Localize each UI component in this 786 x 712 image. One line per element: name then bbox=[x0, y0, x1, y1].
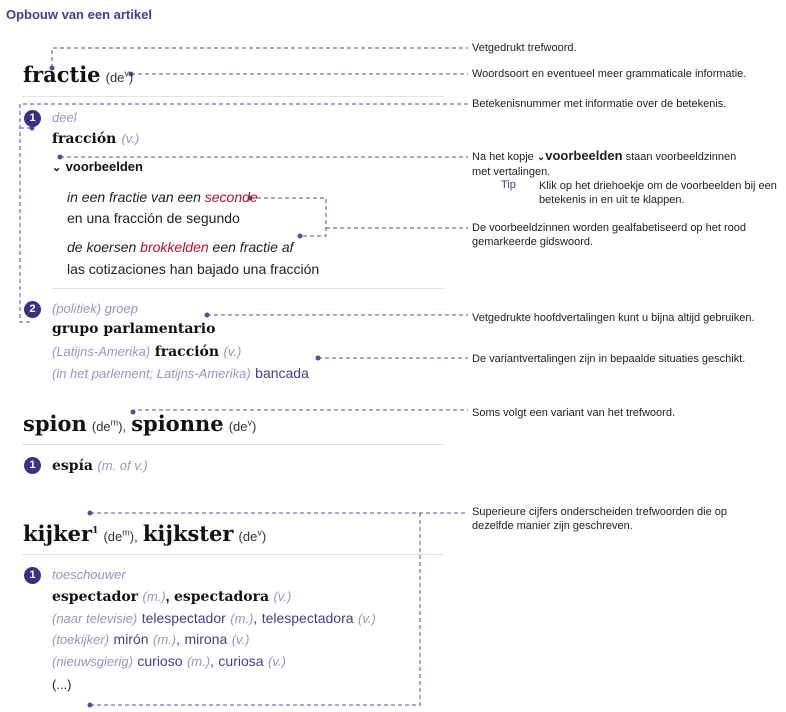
sense-label: toeschouwer bbox=[52, 567, 126, 582]
annotation-examples: Na het kopje ⌄voorbeelden staan voorbeeldzinnen met vertalingen. bbox=[472, 148, 737, 178]
sense-number: 2 bbox=[24, 301, 41, 318]
headword-variant: spionne bbox=[131, 411, 224, 436]
line-guide bbox=[250, 198, 326, 236]
divider bbox=[22, 96, 444, 97]
grammar-info: $(de^v)$ bbox=[105, 68, 134, 85]
variant-translation: (in het parlement; Latijns-Amerika) bancada bbox=[52, 365, 309, 381]
annotation-main-translations: Vetgedrukte hoofdvertalingen kunt u bijna altijd gebruiken. bbox=[472, 312, 755, 324]
tip-text: Klik op het driehoekje om de voorbeelden bij een betekenis in en uit te klappen. bbox=[539, 180, 777, 206]
page-title: Opbouw van een artikel bbox=[6, 7, 152, 22]
example-translation: en una fracción de segundo bbox=[67, 210, 240, 226]
example-translation: las cotizaciones han bajado una fracción bbox=[67, 261, 320, 277]
sense-label: deel bbox=[52, 110, 77, 125]
sense-number: 1 bbox=[24, 110, 41, 127]
examples-toggle[interactable]: ⌄ voorbeelden bbox=[52, 159, 143, 174]
variant-translation: (Latijns-Amerika) fracción (v.) bbox=[52, 344, 242, 360]
annotation-headword: Vetgedrukt trefwoord. bbox=[472, 42, 577, 54]
headword: fractie bbox=[23, 62, 101, 87]
entry-kijker: kijker$^1$ $(de^m)$, kijkster $(de^v)$ bbox=[23, 521, 267, 546]
annotation-guideword: De voorbeeldzinnen worden gealfabetiseerd op het rood gemarkeerde gidswoord. bbox=[472, 222, 746, 248]
main-translation: espía (m. of v.) bbox=[52, 458, 148, 474]
headword: kijker$^1$ bbox=[23, 521, 99, 546]
headword-variant: kijkster bbox=[142, 521, 234, 546]
example-sentence: de koersen brokkelden een fractie af bbox=[67, 239, 294, 255]
divider bbox=[52, 288, 444, 289]
variant-translation: (naar televisie) telespectador (m.), telespectadora (v.) bbox=[52, 610, 376, 626]
divider bbox=[22, 554, 444, 555]
sense-label: (politiek) groep bbox=[52, 301, 138, 316]
ellipsis: (...) bbox=[52, 677, 72, 692]
main-translation: grupo parlamentario bbox=[52, 321, 216, 337]
main-translation: espectador (m.), espectadora (v.) bbox=[52, 588, 292, 605]
annotation-sense-number: Betekenisnummer met informatie over de betekenis. bbox=[472, 98, 727, 110]
divider bbox=[22, 444, 444, 445]
chevron-down-icon: ⌄ bbox=[52, 162, 62, 174]
sense-number: 1 bbox=[24, 457, 41, 474]
tip-label: Tip bbox=[501, 179, 516, 191]
main-translation: fracción (v.) bbox=[52, 131, 140, 147]
entry-fractie bbox=[23, 62, 133, 87]
annotation-grammar: Woordsoort en eventueel meer grammaticale informatie. bbox=[472, 68, 747, 80]
annotation-variant-translations: De variantvertalingen zijn in bepaalde situaties geschikt. bbox=[472, 353, 746, 365]
annotation-superscript: Superieure cijfers onderscheiden trefwoorden die op dezelfde manier zijn geschreven. bbox=[472, 506, 727, 532]
homograph-number: 1 bbox=[92, 526, 99, 536]
example-sentence: in een fractie van een seconde bbox=[67, 189, 258, 205]
entry-spion: spion $(de^m)$, spionne $(de^v)$ bbox=[23, 411, 257, 436]
sense-number: 1 bbox=[24, 567, 41, 584]
annotation-variant-headword: Soms volgt een variant van het trefwoord. bbox=[472, 407, 675, 419]
variant-translation: (nieuwsgierig) curioso (m.), curiosa (v.) bbox=[52, 653, 286, 669]
variant-translation: (toekijker) mirón (m.), mirona (v.) bbox=[52, 631, 250, 647]
headword: spion bbox=[23, 411, 87, 436]
